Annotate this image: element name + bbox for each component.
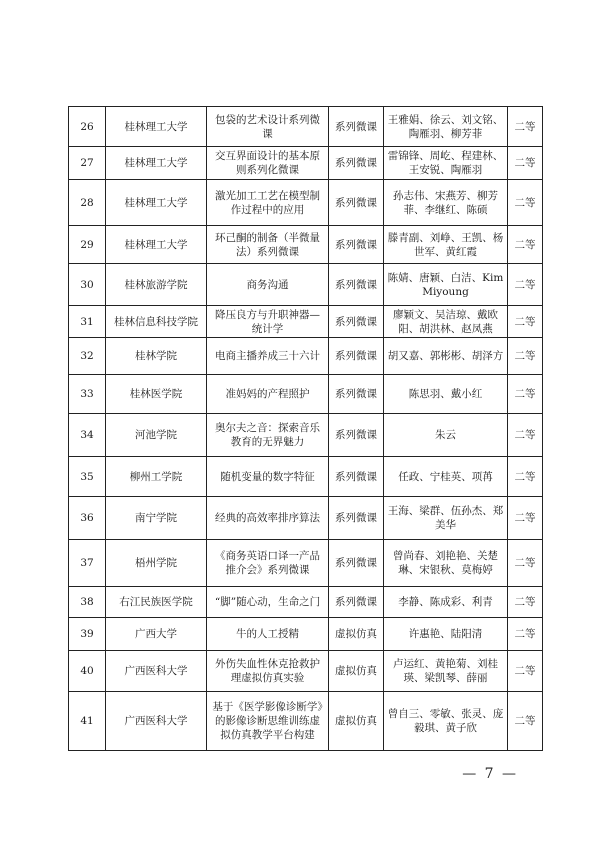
row-number: 31 (69, 306, 106, 338)
table-row (69, 147, 543, 180)
course-title: 电商主播养成三十六计 (207, 338, 329, 375)
table-row (69, 457, 543, 497)
team-members: 雷锦锋、周屹、程建林、王安锐、陶雁羽 (384, 147, 508, 180)
course-title: 《商务英语口译一产品推介会》系列微课 (207, 540, 329, 587)
course-title: 商务沟通 (207, 264, 329, 306)
award-level: 二等 (508, 497, 543, 540)
team-members: 卢运红、黄艳菊、刘桂瑛、梁凯琴、薛丽 (384, 651, 508, 692)
award-level: 二等 (508, 306, 543, 338)
course-title: 交互界面设计的基本原则系列化微课 (207, 147, 329, 180)
team-members: 王雅娟、徐云、刘文铭、陶雁羽、柳芳菲 (384, 107, 508, 147)
team-members: 陈婧、唐颖、白洁、KimMiyoung (384, 264, 508, 306)
award-level: 二等 (508, 107, 543, 147)
course-category: 系列微课 (329, 264, 384, 306)
course-title: 包袋的艺术设计系列微课 (207, 107, 329, 147)
award-level: 二等 (508, 457, 543, 497)
row-number: 38 (69, 587, 106, 618)
course-category: 系列微课 (329, 226, 384, 264)
table-row (69, 540, 543, 587)
team-members: 廖颖文、吴洁琼、戴欧阳、胡洪林、赵凤燕 (384, 306, 508, 338)
row-number: 37 (69, 540, 106, 587)
school-name: 柳州工学院 (106, 457, 207, 497)
row-number: 39 (69, 618, 106, 651)
table-row (69, 180, 543, 226)
page-number: — 7 — (462, 766, 518, 782)
course-category: 系列微课 (329, 587, 384, 618)
school-name: 广西医科大学 (106, 651, 207, 692)
team-members: 曾自三、零敏、张灵、庞毅琪、黄子欣 (384, 692, 508, 751)
school-name: 广西医科大学 (106, 692, 207, 751)
row-number: 33 (69, 375, 106, 414)
row-number: 32 (69, 338, 106, 375)
team-members: 许惠艳、陆阳清 (384, 618, 508, 651)
table-row (69, 306, 543, 338)
course-category: 系列微课 (329, 457, 384, 497)
course-category: 虚拟仿真 (329, 692, 384, 751)
team-members: 胡又嘉、郭彬彬、胡泽方 (384, 338, 508, 375)
course-title: 激光加工工艺在模型制作过程中的应用 (207, 180, 329, 226)
table-row (69, 651, 543, 692)
award-level: 二等 (508, 692, 543, 751)
school-name: 河池学院 (106, 414, 207, 457)
course-title: 外伤失血性休克抢救护理虚拟仿真实验 (207, 651, 329, 692)
school-name: 桂林理工大学 (106, 107, 207, 147)
table-row (69, 226, 543, 264)
school-name: 桂林学院 (106, 338, 207, 375)
team-members: 陈思羽、戴小红 (384, 375, 508, 414)
team-members: 孙志伟、宋燕芳、柳芳菲、李继红、陈硕 (384, 180, 508, 226)
course-category: 虚拟仿真 (329, 651, 384, 692)
award-level: 二等 (508, 618, 543, 651)
school-name: 桂林医学院 (106, 375, 207, 414)
award-level: 二等 (508, 414, 543, 457)
school-name: 梧州学院 (106, 540, 207, 587)
award-level: 二等 (508, 226, 543, 264)
team-members: 王海、梁群、伍孙杰、郑美华 (384, 497, 508, 540)
school-name: 南宁学院 (106, 497, 207, 540)
award-table-body (69, 107, 543, 751)
row-number: 29 (69, 226, 106, 264)
course-title: “脚”随心动，生命之门 (207, 587, 329, 618)
course-title: 环己酮的制备（半微量法）系列微课 (207, 226, 329, 264)
row-number: 34 (69, 414, 106, 457)
course-category: 系列微课 (329, 375, 384, 414)
award-level: 二等 (508, 180, 543, 226)
award-level: 二等 (508, 587, 543, 618)
course-category: 系列微课 (329, 306, 384, 338)
course-title: 基于《医学影像诊断学》的影像诊断思维训练虚拟仿真教学平台构建 (207, 692, 329, 751)
course-title: 随机变量的数字特征 (207, 457, 329, 497)
team-members: 曾尚春、刘艳艳、关楚琳、宋银秋、莫梅婷 (384, 540, 508, 587)
course-title: 奥尔夫之音：探索音乐教育的无界魅力 (207, 414, 329, 457)
course-title: 经典的高效率排序算法 (207, 497, 329, 540)
school-name: 桂林旅游学院 (106, 264, 207, 306)
award-level: 二等 (508, 540, 543, 587)
school-name: 桂林理工大学 (106, 226, 207, 264)
row-number: 30 (69, 264, 106, 306)
school-name: 桂林信息科技学院 (106, 306, 207, 338)
course-category: 系列微课 (329, 338, 384, 375)
row-number: 27 (69, 147, 106, 180)
school-name: 右江民族医学院 (106, 587, 207, 618)
award-level: 二等 (508, 338, 543, 375)
course-category: 系列微课 (329, 497, 384, 540)
award-table (68, 106, 543, 751)
table-row (69, 264, 543, 306)
row-number: 36 (69, 497, 106, 540)
row-number: 41 (69, 692, 106, 751)
row-number: 35 (69, 457, 106, 497)
course-title: 牛的人工授精 (207, 618, 329, 651)
table-row (69, 375, 543, 414)
course-title: 准妈妈的产程照护 (207, 375, 329, 414)
table-row (69, 107, 543, 147)
table-row (69, 338, 543, 375)
table-row (69, 692, 543, 751)
table-row (69, 587, 543, 618)
course-category: 系列微课 (329, 414, 384, 457)
table-row (69, 618, 543, 651)
course-category: 虚拟仿真 (329, 618, 384, 651)
table-row (69, 497, 543, 540)
course-title: 降压良方与升职神器—统计学 (207, 306, 329, 338)
award-level: 二等 (508, 375, 543, 414)
course-category: 系列微课 (329, 107, 384, 147)
team-members: 朱云 (384, 414, 508, 457)
course-category: 系列微课 (329, 540, 384, 587)
team-members: 李静、陈成彩、利青 (384, 587, 508, 618)
table-row (69, 414, 543, 457)
school-name: 广西大学 (106, 618, 207, 651)
course-category: 系列微课 (329, 147, 384, 180)
award-level: 二等 (508, 147, 543, 180)
team-members: 任政、宁桂英、项苒 (384, 457, 508, 497)
award-level: 二等 (508, 651, 543, 692)
row-number: 40 (69, 651, 106, 692)
row-number: 28 (69, 180, 106, 226)
team-members: 滕青副、刘峥、王凯、杨世军、黄红霞 (384, 226, 508, 264)
school-name: 桂林理工大学 (106, 180, 207, 226)
row-number: 26 (69, 107, 106, 147)
school-name: 桂林理工大学 (106, 147, 207, 180)
award-level: 二等 (508, 264, 543, 306)
course-category: 系列微课 (329, 180, 384, 226)
